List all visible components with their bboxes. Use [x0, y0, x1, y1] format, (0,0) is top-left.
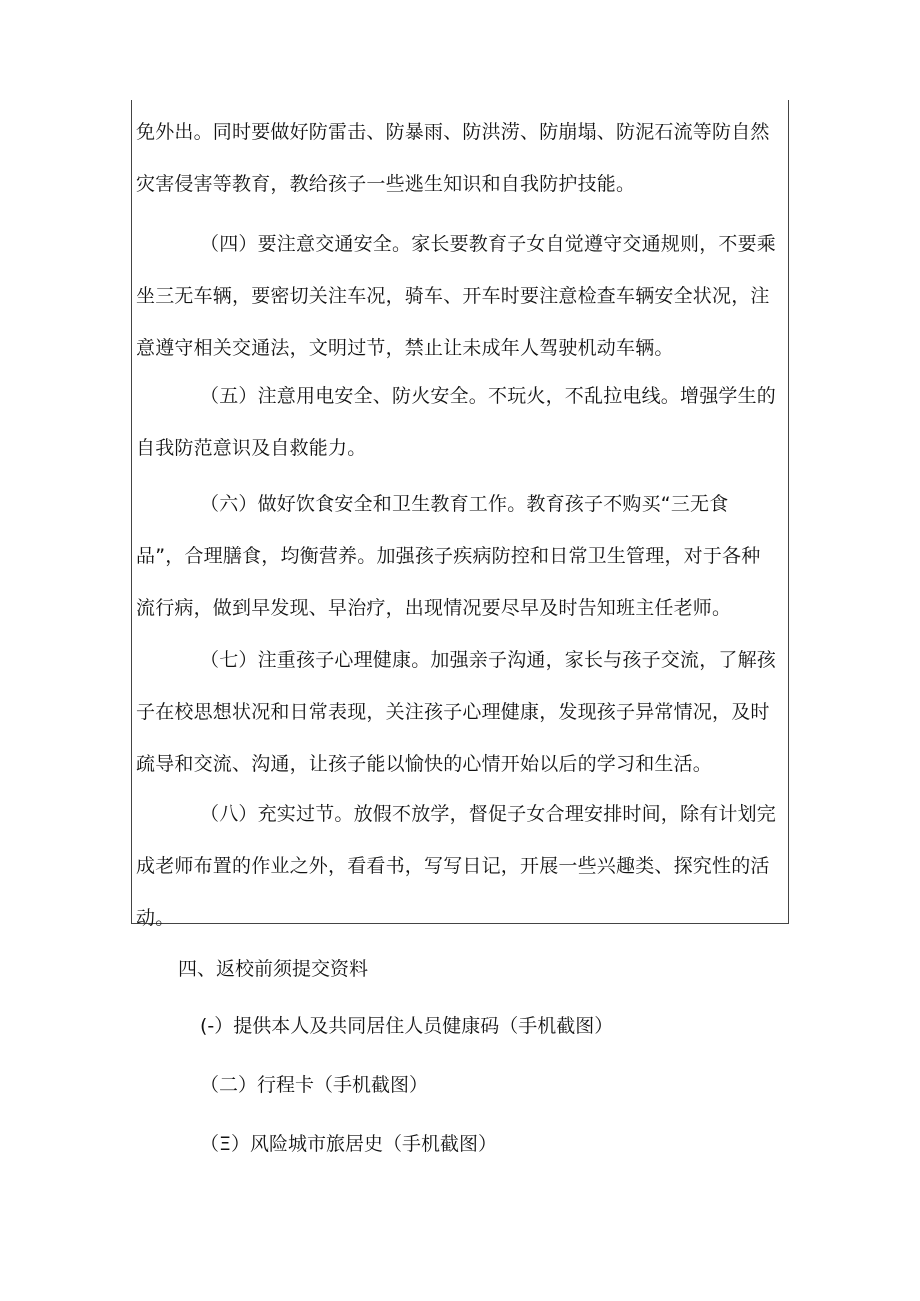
text-line: 品”，合理膳食，均衡营养。加强孩子疾病防控和日常卫生管理，对于各种: [136, 545, 761, 567]
section-heading: 四、返校前须提交资料: [178, 958, 369, 980]
paragraph-traffic-safety: [136, 218, 790, 374]
text-line: （四）要注意交通安全。家长要教育子女自觉遵守交通规则，不要乘: [200, 233, 777, 255]
list-item: (-）提供本人及共同居住人员健康码（手机截图）: [200, 1015, 614, 1037]
text-line: 动。: [136, 907, 175, 929]
text-line: 坐三无车辆，要密切关注车况，骑车、开车时要注意检查车辆安全状况，注: [136, 285, 770, 307]
paragraph-fire-safety: [136, 370, 790, 474]
paragraph-food-safety: [136, 478, 790, 634]
text-line: 子在校思想状况和日常表现，关注孩子心理健康，发现孩子异常情况，及时: [136, 701, 770, 723]
text-line: 灾害侵害等教育，教给孩子一些逃生知识和自我防护技能。: [136, 173, 636, 195]
text-line: 疏导和交流、沟通，让孩子能以愉快的心情开始以后的学习和生活。: [136, 753, 713, 775]
text-line: 流行病，做到早发现、早治疗，出现情况要尽早及时告知班主任老师。: [136, 597, 732, 619]
text-line: 成老师布置的作业之外，看看书，写写日记，开展一些兴趣类、探究性的活: [136, 855, 770, 877]
text-line: 自我防范意识及自救能力。: [136, 437, 367, 459]
text-line: 意遵守相关交通法，文明过节，禁止让未成年人驾驶机动车辆。: [136, 337, 674, 359]
text-line: （七）注重孩子心理健康。加强亲子沟通，家长与孩子交流，了解孩: [200, 649, 777, 671]
text-line: 免外出。同时要做好防雷击、防暴雨、防洪涝、防崩塌、防泥石流等防自然: [136, 121, 770, 143]
text-line: （五）注意用电安全、防火安全。不玩火，不乱拉电线。增强学生的: [200, 385, 777, 407]
paragraph-mental-health: [136, 634, 790, 790]
paragraph-disaster-safety: [136, 106, 790, 210]
text-line: （六）做好饮食安全和卫生教育工作。教育孩子不购买“三无食: [200, 493, 729, 515]
text-line: （八）充实过节。放假不放学，督促子女合理安排时间，除有计划完: [200, 803, 777, 825]
paragraph-holiday-activities: [136, 788, 790, 944]
list-item: （Ξ）风险城市旅居史（手机截图）: [200, 1133, 498, 1155]
list-item: （二）行程卡（手机截图）: [200, 1074, 429, 1096]
